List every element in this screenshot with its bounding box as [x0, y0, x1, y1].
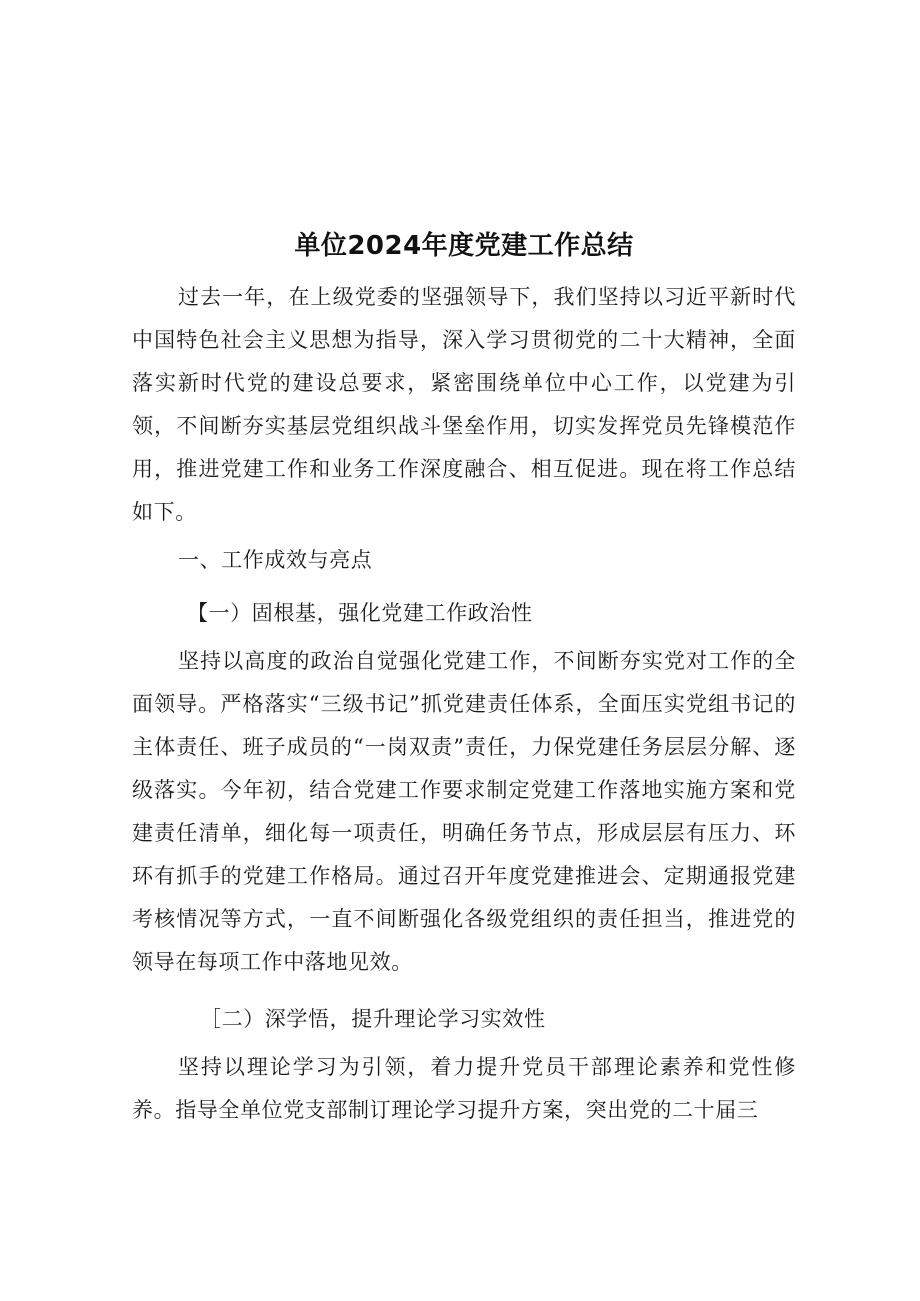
subsection-heading-1: 【一）固根基，强化党建工作政治性	[187, 601, 533, 625]
subsection-body-2: 坚持以理论学习为引领，着力提升党员干部理论素养和党性修养。指导全单位党支部制订理论学习提升方案，突出党的二十届三	[132, 1055, 796, 1122]
subsection-heading-2: ［二）深学悟，提升理论学习实效性	[200, 1007, 546, 1031]
document-page	[132, 222, 796, 1132]
section-heading-1: 一、工作成效与亮点	[178, 548, 373, 572]
document-title: 单位2024年度党建工作总结	[294, 231, 634, 261]
subsection-body-1: 坚持以高度的政治自觉强化党建工作，不间断夯实党对工作的全面领导。严格落实“三级书记”抓党建责任体系，全面压实党组书记的主体责任、班子成员的“一岗双责”责任，力保党建任务层层分解、逐级落实。今年初，结合党建工作要求制定党建工作落地实施方案和党建责任清单，细化每一项责任，明确任务节点，形成层层有压力、环环有抓手的党建工作格局。通过召开年度党建推进会、定期通报党建考核情况等方式，一直不间断强化各级党组织的责任担当，推进党的领导在每项工作中落地见效。	[132, 649, 796, 974]
intro-paragraph: 过去一年，在上级党委的坚强领导下，我们坚持以习近平新时代中国特色社会主义思想为指导，深入学习贯彻党的二十大精神，全面落实新时代党的建设总要求，紧密围绕单位中心工作，以党建为引领，不间断夯实基层党组织战斗堡垒作用，切实发挥党员先锋模范作用，推进党建工作和业务工作深度融合、相互促进。现在将工作总结如下。	[132, 285, 796, 524]
